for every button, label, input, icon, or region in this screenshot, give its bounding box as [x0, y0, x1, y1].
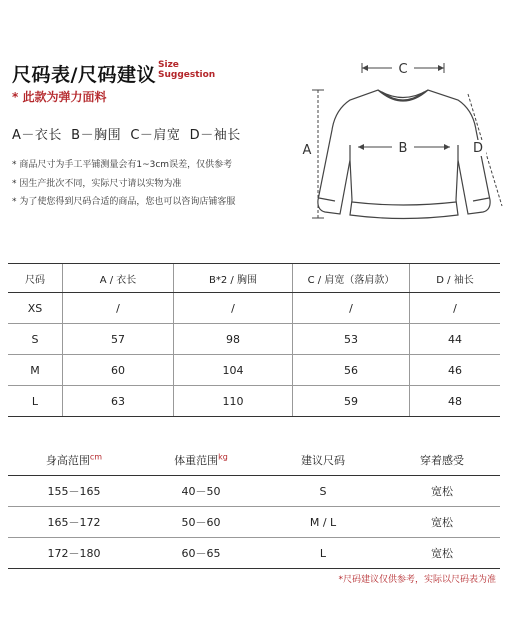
- col-weight-label: 体重范围: [174, 454, 219, 467]
- size-table: [8, 263, 500, 417]
- note-error-margin: * 商品尺寸为手工平铺测量会有1~3cm误差，仅供参考: [12, 160, 233, 170]
- fit-cell: 宽松: [384, 538, 500, 569]
- table-row: [8, 324, 500, 355]
- height-cell: 155－165: [8, 476, 140, 507]
- size-table-header: [8, 264, 500, 293]
- col-length: A / 衣长: [63, 264, 174, 293]
- suggested-size-cell: L: [262, 538, 384, 569]
- col-shoulder: C / 肩宽（落肩款）: [293, 264, 410, 293]
- note-batch: * 因生产批次不同，实际尺寸请以实物为准: [12, 179, 182, 189]
- suggested-size-cell: M / L: [262, 507, 384, 538]
- sleeve-cell: 48: [410, 386, 501, 417]
- weight-cell: 50－60: [140, 507, 262, 538]
- shoulder-cell: 59: [293, 386, 410, 417]
- col-size: 尺码: [8, 264, 63, 293]
- size-suggestion-footnote: *尺码建议仅供参考，实际以尺码表为准: [338, 575, 496, 585]
- measurement-legend: A－衣长 B－胸围 C－肩宽 D－袖长: [12, 128, 241, 143]
- size-cell: L: [8, 386, 63, 417]
- table-row: [8, 507, 500, 538]
- length-cell: 63: [63, 386, 174, 417]
- shoulder-cell: 53: [293, 324, 410, 355]
- chest-cell: 104: [174, 355, 293, 386]
- col-chest: B*2 / 胸围: [174, 264, 293, 293]
- table-row: [8, 538, 500, 569]
- col-height: [8, 445, 140, 476]
- length-cell: 57: [63, 324, 174, 355]
- weight-cell: 40－50: [140, 476, 262, 507]
- col-sleeve: D / 袖长: [410, 264, 501, 293]
- height-cell: 172－180: [8, 538, 140, 569]
- table-row: [8, 476, 500, 507]
- col-suggested-size: 建议尺码: [262, 445, 384, 476]
- fit-cell: 宽松: [384, 507, 500, 538]
- sleeve-cell: /: [410, 293, 501, 324]
- size-cell: XS: [8, 293, 63, 324]
- table-row: [8, 293, 500, 324]
- page-title-en: [158, 60, 215, 80]
- col-height-label: 身高范围: [45, 454, 90, 467]
- size-cell: S: [8, 324, 63, 355]
- elastic-fabric-note: * 此款为弹力面料: [12, 90, 107, 104]
- sweater-diagram: [298, 50, 508, 230]
- col-weight: [140, 445, 262, 476]
- col-fit: 穿着感受: [384, 445, 500, 476]
- page-title: 尺码表/尺码建议: [12, 64, 156, 86]
- suggestion-table-header: [8, 445, 500, 476]
- title-en-line2: Suggestion: [158, 70, 216, 80]
- length-cell: 60: [63, 355, 174, 386]
- table-row: [8, 355, 500, 386]
- label-b: B: [398, 141, 408, 156]
- chest-cell: /: [174, 293, 293, 324]
- weight-cell: 60－65: [140, 538, 262, 569]
- size-cell: M: [8, 355, 63, 386]
- weight-unit: kg: [218, 452, 228, 462]
- table-row: [8, 386, 500, 417]
- title-en-line1: Size: [158, 60, 179, 70]
- shoulder-cell: 56: [293, 355, 410, 386]
- height-cell: 165－172: [8, 507, 140, 538]
- length-cell: /: [63, 293, 174, 324]
- label-a: A: [302, 143, 312, 158]
- size-suggestion-table: [8, 445, 500, 569]
- chest-cell: 110: [174, 386, 293, 417]
- sleeve-cell: 44: [410, 324, 501, 355]
- label-d: D: [472, 141, 484, 156]
- label-c: C: [398, 62, 408, 77]
- height-unit: cm: [89, 452, 103, 462]
- sleeve-cell: 46: [410, 355, 501, 386]
- shoulder-cell: /: [293, 293, 410, 324]
- suggested-size-cell: S: [262, 476, 384, 507]
- note-contact-service: * 为了使您得到尺码合适的商品，您也可以咨询店铺客服: [12, 197, 236, 207]
- fit-cell: 宽松: [384, 476, 500, 507]
- chest-cell: 98: [174, 324, 293, 355]
